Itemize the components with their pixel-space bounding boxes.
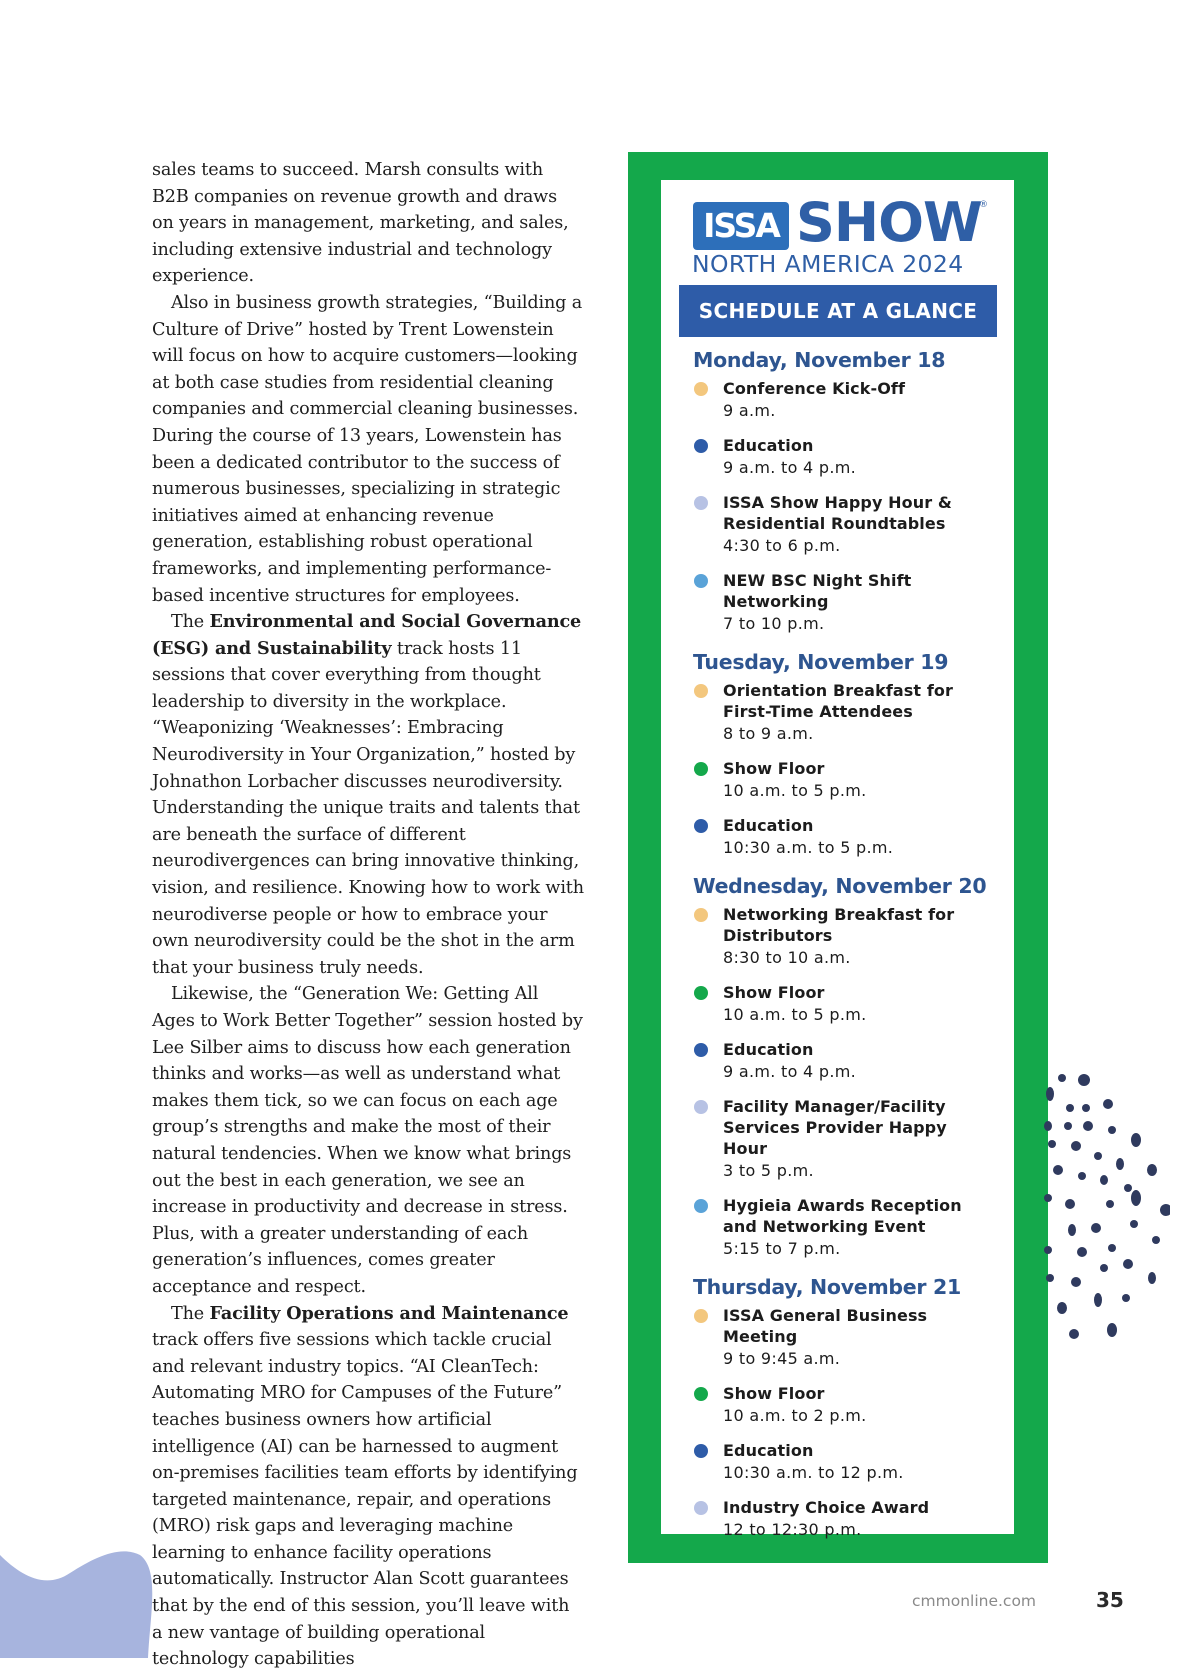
event-time: 4:30 to 6 p.m. <box>723 536 841 555</box>
text-run: The <box>171 1303 210 1324</box>
event-time: 9 to 9:45 a.m. <box>723 1349 841 1368</box>
schedule-day <box>693 874 993 1261</box>
text-run: track offers five sessions which tackle crucial and relevant industry topics. “AI CleanTech: Automating MRO for Campuses of the Future” teaches business owners how artificial intelligence (AI) can be harnessed to augment on-premises facilities team efforts by identifying targeted maintenance, repair, and operations (MRO) risk gaps and leveraging machine learning to enhance facility operations automatically. Instructor Alan Scott guarantees that by the end of this session, you’ll leave with a new vantage of building operational technology capabilities <box>152 1330 578 1670</box>
category-dot-icon <box>694 1309 708 1323</box>
event-time: 9 a.m. to 4 p.m. <box>723 1062 857 1081</box>
event-name: Show Floor <box>723 759 825 778</box>
article-paragraph: Likewise, the “Generation We: Getting All Ages to Work Better Together” session hosted by Lee Silber aims to discuss how each generation thinks and works—as well as understand what makes them tick, so we can focus on each age group’s strengths and make the most of their natural tendencies. When we know what brings out the best in each generation, we see an increase in productivity and decrease in stress. Plus, with a greater understanding of each generation’s influences, comes greater acceptance and respect. <box>152 984 583 1297</box>
event-name: ISSA General Business Meeting <box>723 1306 928 1346</box>
schedule-day <box>693 348 993 636</box>
schedule-event <box>693 1440 993 1485</box>
event-name: Facility Manager/Facility Services Provider Happy Hour <box>723 1097 947 1158</box>
category-dot-icon <box>694 986 708 1000</box>
footer-website: cmmonline.com <box>912 1592 1037 1610</box>
text-run: track hosts 11 sessions that cover everything from thought leadership to diversity in the workplace. “Weaponizing ‘Weaknesses’: Embracing Neurodiversity in Your Organization,” hosted by Johnathon Lorbacher discusses neurodiversity. Understanding the unique traits and talents that are beneath the surface of different neurodivergences can bring innovative thinking, vision, and resilience. Knowing how to work with neurodiverse people or how to embrace your own neurodiversity could be the shot in the arm that your business truly needs. <box>152 638 584 978</box>
event-name: Networking Breakfast for Distributors <box>723 905 955 945</box>
schedule-event <box>693 492 993 558</box>
schedule-event <box>693 378 993 423</box>
track-name-esg: Environmental and Social Governance (ESG) and Sustainability <box>152 611 582 659</box>
schedule-event <box>693 1039 993 1084</box>
issa-logo-mark: ISSA <box>693 202 789 250</box>
category-dot-icon <box>694 762 708 776</box>
category-dot-icon <box>694 1444 708 1458</box>
text-run: The <box>171 612 210 633</box>
article-paragraph: Also in business growth strategies, “Building a Culture of Drive” hosted by Trent Lowenstein will focus on how to acquire customers—looking at both case studies from residential cleaning companies and commercial cleaning businesses. During the course of 13 years, Lowenstein has been a dedicated contributor to the success of numerous businesses, specializing in strategic initiatives aimed at enhancing revenue generation, establishing robust operational frameworks, and implementing performance-based incentive structures for employees. <box>152 292 583 606</box>
event-name: Show Floor <box>723 983 825 1002</box>
schedule-event <box>693 1383 993 1428</box>
category-dot-icon <box>694 496 708 510</box>
schedule-days <box>693 348 993 1556</box>
event-time: 7 to 10 p.m. <box>723 614 825 633</box>
issa-show-logo <box>693 192 988 254</box>
decorative-dots <box>1040 1068 1170 1348</box>
day-heading: Thursday, November 21 <box>693 1275 961 1299</box>
day-heading: Monday, November 18 <box>693 348 946 372</box>
category-dot-icon <box>694 684 708 698</box>
event-time: 10 a.m. to 5 p.m. <box>723 1005 867 1024</box>
event-name: Orientation Breakfast for First-Time Attendees <box>723 681 953 721</box>
schedule-event <box>693 680 993 746</box>
category-dot-icon <box>694 439 708 453</box>
event-name: Conference Kick-Off <box>723 379 906 398</box>
show-logo-word: SHOW <box>796 191 982 254</box>
event-name: Education <box>723 1441 814 1460</box>
event-time: 9 a.m. <box>723 401 776 420</box>
day-heading: Tuesday, November 19 <box>693 650 949 674</box>
category-dot-icon <box>694 1501 708 1515</box>
event-name: Education <box>723 1040 814 1059</box>
schedule-sidebar <box>628 152 1048 1563</box>
event-time: 12 to 12:30 p.m. <box>723 1520 862 1539</box>
schedule-event <box>693 1305 993 1371</box>
article-paragraph <box>152 1301 584 1673</box>
track-name-facility-ops: Facility Operations and Maintenance <box>209 1302 569 1324</box>
schedule-event <box>693 1096 993 1183</box>
event-time: 8:30 to 10 a.m. <box>723 948 851 967</box>
category-dot-icon <box>694 908 708 922</box>
schedule-event <box>693 1497 993 1542</box>
article-paragraph: sales teams to succeed. Marsh consults with B2B companies on revenue growth and draws on years in management, marketing, and sales, including extensive industrial and technology experience. <box>152 160 569 287</box>
event-time: 10 a.m. to 2 p.m. <box>723 1406 867 1425</box>
event-time: 10:30 a.m. to 12 p.m. <box>723 1463 904 1482</box>
category-dot-icon <box>694 574 708 588</box>
category-dot-icon <box>694 819 708 833</box>
article-paragraph <box>152 609 584 981</box>
schedule-event <box>693 904 993 970</box>
schedule-event <box>693 815 993 860</box>
category-dot-icon <box>694 1199 708 1213</box>
registered-mark: ® <box>979 200 988 210</box>
category-dot-icon <box>694 1100 708 1114</box>
event-time: 5:15 to 7 p.m. <box>723 1239 841 1258</box>
schedule-event <box>693 1195 993 1261</box>
event-name: ISSA Show Happy Hour & Residential Roundtables <box>723 493 952 533</box>
schedule-panel <box>661 180 1014 1539</box>
event-time: 8 to 9 a.m. <box>723 724 814 743</box>
event-name: Hygieia Awards Reception and Networking Event <box>723 1196 962 1236</box>
schedule-event <box>693 982 993 1027</box>
event-time: 3 to 5 p.m. <box>723 1161 814 1180</box>
day-heading: Wednesday, November 20 <box>693 874 987 898</box>
category-dot-icon <box>694 1043 708 1057</box>
schedule-event <box>693 435 993 480</box>
page-number: 35 <box>1096 1588 1124 1612</box>
schedule-event <box>693 758 993 803</box>
event-time: 10 a.m. to 5 p.m. <box>723 781 867 800</box>
schedule-banner: SCHEDULE AT A GLANCE <box>679 285 997 337</box>
logo-subtitle: NORTH AMERICA 2024 <box>692 250 964 278</box>
event-name: NEW BSC Night Shift Networking <box>723 571 912 611</box>
event-time: 10:30 a.m. to 5 p.m. <box>723 838 894 857</box>
event-name: Show Floor <box>723 1384 825 1403</box>
event-name: Education <box>723 436 814 455</box>
decorative-blob <box>0 1545 160 1658</box>
category-dot-icon <box>694 382 708 396</box>
event-name: Education <box>723 816 814 835</box>
schedule-day <box>693 1275 993 1542</box>
event-time: 9 a.m. to 4 p.m. <box>723 458 857 477</box>
article-column <box>152 157 584 1673</box>
category-dot-icon <box>694 1387 708 1401</box>
schedule-day <box>693 650 993 860</box>
event-name: Industry Choice Award <box>723 1498 930 1517</box>
schedule-event <box>693 570 993 636</box>
